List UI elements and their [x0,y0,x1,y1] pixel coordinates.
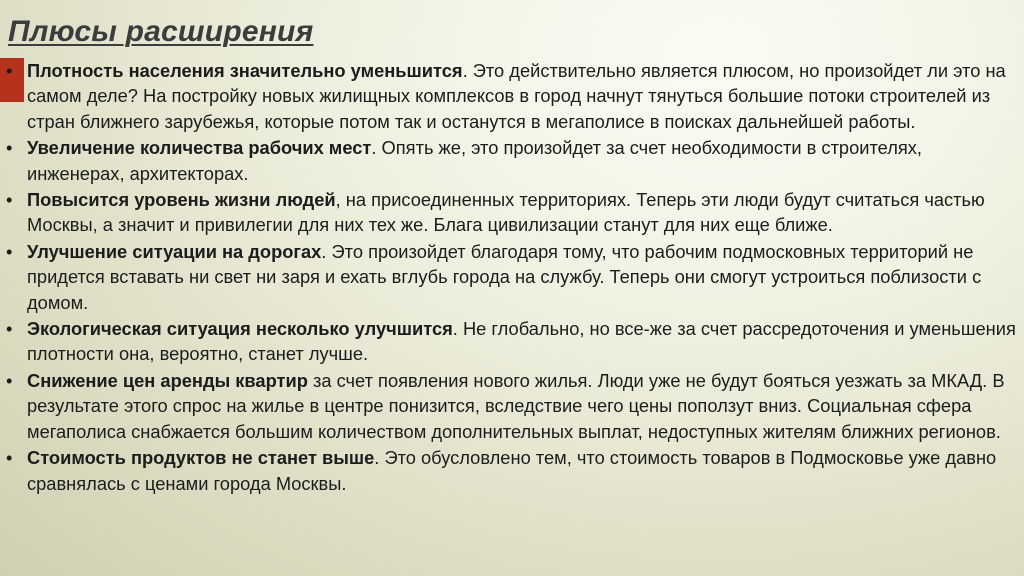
bullet-icon: • [6,189,13,211]
bullet-icon: • [6,60,13,81]
bullet-icon: • [6,369,13,391]
list-item [6,58,1016,134]
bullet-text: . Это обусловлено тем, что стоимость товаров в Подмосковье уже давно сравнялась с ценами города Москвы. [27,447,997,494]
list-item [6,316,1016,367]
bullet-text: . Опять же, это произойдет за счет необходимости в строителях, инженерах, архитекторах. [27,137,922,184]
slide-title: Плюсы расширения [8,15,314,48]
bullet-icon: • [6,447,13,469]
bullet-heading: Стоимость продуктов не станет выше [27,447,375,469]
bullet-text: , на присоединенных территориях. Теперь эти люди будут считаться частью Москвы, а значит и привилегии для них тех же. Блага цивилизации станут для них еще ближе. [27,189,985,236]
bullet-heading: Увеличение количества рабочих мест [27,137,372,159]
list-item [6,135,1016,186]
bullet-icon: • [6,137,13,159]
bullet-list [6,58,1016,497]
bullet-text: . Не глобально, но все-же за счет рассредоточения и уменьшения плотности она, вероятно, станет лучше. [27,318,1016,365]
bullet-icon: • [6,240,13,262]
bullet-icon: • [6,318,13,340]
bullet-heading: Повысится уровень жизни людей [27,189,336,211]
bullet-heading: Плотность населения значительно уменьшится [27,60,463,81]
bullet-heading: Снижение цен аренды квартир [27,369,308,391]
list-item [6,239,1016,315]
list-item [6,445,1016,496]
list-item [6,187,1016,238]
bullet-text: за счет появления нового жилья. Люди уже не будут бояться уезжать за МКАД. В результате этого спрос на жилье в центре понизится, вследствие чего цены поползут вниз. Социальная сфера мегаполиса снабжается большим количеством дополнительных выплат, недоступных жителям ближних регионов. [27,369,1005,442]
bullet-heading: Экологическая ситуация несколько улучшится [27,318,453,340]
bullet-text: . Это действительно является плюсом, но произойдет ли это на самом деле? На постройку новых жилищных комплексов в город начнут тянуться большие потоки строителей из стран ближнего зарубежья, которые потом так и останутся в мегаполисе в поисках дальнейшей работы. [27,60,1006,132]
bullet-text: . Это произойдет благодаря тому, что рабочим подмосковных территорий не придется вставать ни свет ни заря и ехать вглубь города на службу. Теперь они смогут устроиться поблизости с домом. [27,240,982,313]
bullet-heading: Улучшение ситуации на дорогах [27,240,322,262]
list-item [6,368,1016,444]
